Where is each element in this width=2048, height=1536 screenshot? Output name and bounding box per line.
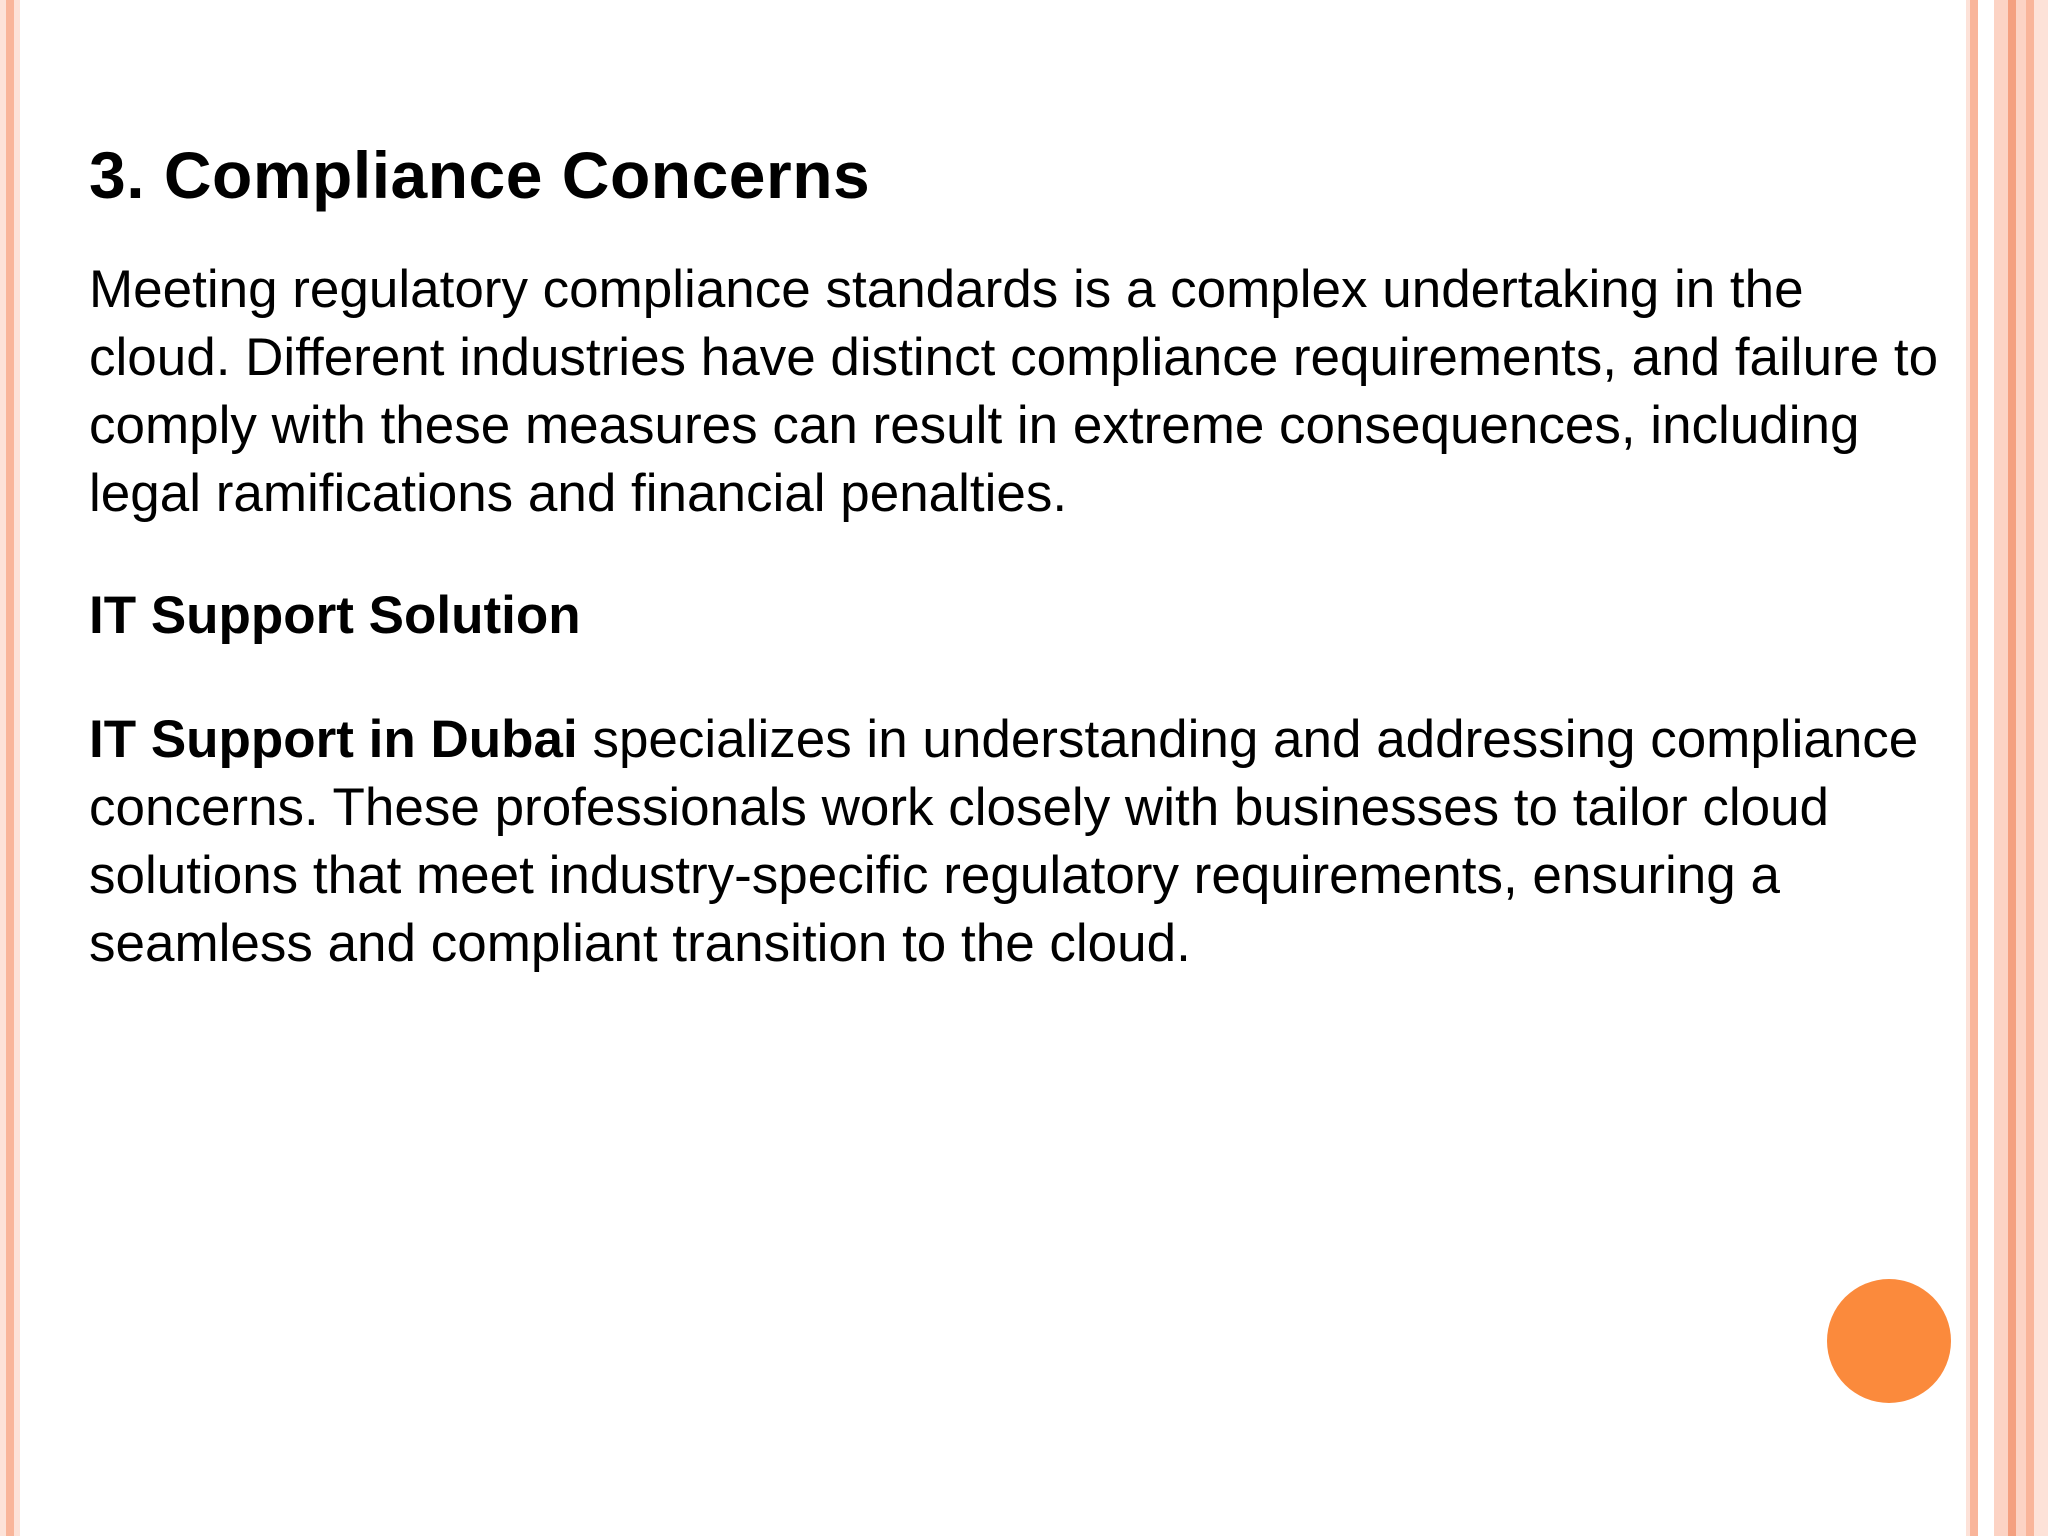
solution-text: specializes in understanding and addressing compliance concerns. These professionals work closely with businesses to tailor cloud solutions that meet industry-specific regulatory requirements, ensuring a seamless and compliant transition to the cloud.: [89, 710, 1919, 973]
slide-title: 3. Compliance Concerns: [89, 138, 871, 212]
body-paragraph-compliance: Meeting regulatory compliance standards is a complex undertaking in the cloud. Different industries have distinct compliance requirements, and failure to comply with these measures can result in extreme consequences, including legal ramifications and financial penalties.: [89, 260, 1939, 523]
body-paragraph-solution: [89, 706, 1949, 978]
right-decorative-border: [1966, 0, 2048, 1536]
bold-lead-text: IT Support in Dubai: [89, 710, 578, 769]
section-subheading: IT Support Solution: [89, 586, 581, 645]
left-decorative-border: [0, 0, 24, 1536]
orange-circle-dot-icon: [1827, 1279, 1951, 1403]
slide-content: [89, 130, 1949, 978]
